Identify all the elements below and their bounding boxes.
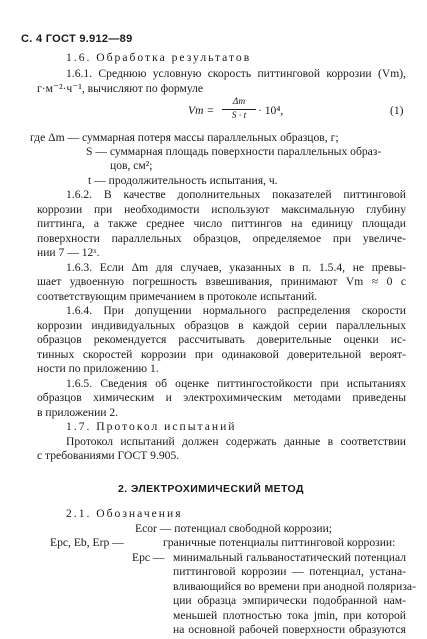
def-epc-line3: вливающийся во времени при анодной поляриза- [173,580,416,593]
para-1-6-4-line4: тинных скоростей коррозии при одинаковой доверительной вероят- [37,348,406,361]
page-header: С. 4 ГОСТ 9.912—89 [21,33,133,45]
formula-fraction [222,97,256,122]
def-boundary-text: граничные потенциалы питтинговой коррозии: [163,536,396,549]
def-epc-line4: ции образца эмпирически подобранной нам- [173,594,406,607]
section-1-7-title: 1.7. Протокол испытаний [66,420,237,433]
para-1-6-4-line1: 1.6.4. При допущении нормального распределения скорости [66,304,406,317]
where-line2: S — суммарная площадь поверхности параллельных образ- [86,145,382,158]
para-1-6-3-line3: соответствующим примечанием в протоколе испытаний. [37,290,318,303]
where-line4: t — продолжительность испытания, ч. [88,174,278,187]
formula-denominator: S · t [231,111,247,121]
para-1-6-2-line5: нии 7 — 12ˣ. [37,246,100,259]
para-1-6-2-line1: 1.6.2. В качестве дополнительных показателей питтинговой [66,188,406,201]
formula-number: (1) [390,104,404,117]
para-1-6-2-line3: питтинга, а также среднее число питтингов на единицу площади [37,217,406,230]
def-epc-line5: меньшей плотностью тока jmin, при которой [173,609,406,622]
para-1-6-4-line5: ности по приложению 1. [37,362,159,375]
def-ecor: Ecor — потенциал свободной коррозии; [135,522,333,535]
para-1-7-line1: Протокол испытаний должен содержать данные в соответствии [66,435,406,448]
para-1-6-1-line2: г·м⁻²·ч⁻¹, вычисляют по формуле [37,82,204,95]
def-epc-line2: питтинговой коррозии — потенциал, устана- [173,565,406,578]
formula-numerator: Δm [232,97,246,107]
where-line3: цов, см²; [110,159,153,172]
formula-lhs: Vm = [188,104,215,117]
para-1-6-4-line2: коррозии индивидуальных образцов в каждой серии параллельных [37,319,406,332]
subsection-2-1-title: 2.1. Обозначения [66,507,183,520]
section-2-title: 2. ЭЛЕКТРОХИМИЧЕСКИЙ МЕТОД [118,483,304,495]
where-line1: где Δm — суммарная потеря массы параллельных образцов, г; [30,131,339,144]
para-1-7-line2: с требованиями ГОСТ 9.905. [37,449,180,462]
section-1-6-title: 1.6. Обработка результатов [66,51,252,64]
def-epc-line1: минимальный гальваностатический потенциал [173,551,406,564]
para-1-6-3-line2: шает удвоенную погрешность взвешивания, принимают Vm ≈ 0 с [37,275,406,288]
para-1-6-2-line4: поверхности параллельных образцов, определяемое при увеличе- [37,232,406,245]
para-1-6-2-line2: коррозии при необходимости используют максимальную глубину [37,203,406,216]
fraction-bar [222,109,256,110]
formula-tail: · 10⁴, [258,104,284,117]
def-epc-term: Epc — [132,551,165,564]
para-1-6-5-line2: образцов химическим и электрохимическим методами приведены [37,391,406,404]
def-epc-line6: на основной рабочей поверхности образуются [173,623,406,636]
para-1-6-3-line1: 1.6.3. Если Δm для случаев, указанных в п. 1.5.4, не превы- [66,261,406,274]
para-1-6-4-line3: образцов рекомендуется рассчитывать доверительные оценки ис- [37,333,406,346]
para-1-6-5-line1: 1.6.5. Сведения об оценке питтингостойкости при испытаниях [66,377,406,390]
para-1-6-5-line3: в приложении 2. [37,406,119,419]
def-boundary-term: Epc, Eb, Erp — [50,536,124,549]
para-1-6-1-line1: 1.6.1. Среднюю условную скорость питтинговой коррозии (Vm), [66,67,406,80]
